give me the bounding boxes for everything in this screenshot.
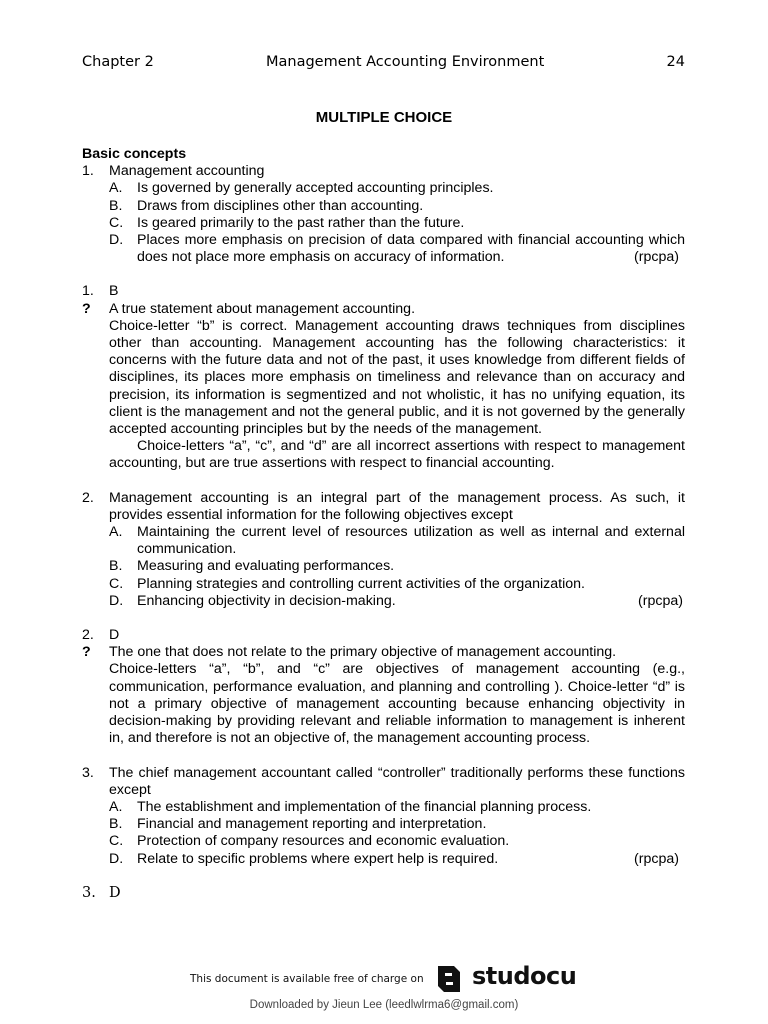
source-tag: (rpcpa) <box>634 850 679 867</box>
explanation-text: Choice-letters “a”, “b”, and “c” are objectives of management accounting (e.g., communication, performance evaluation, and planning and controlling ). Choice-letter “d” is not a primary objective of management accounting because enhancing objectivity in decision-making by providing relevant and reliable information to management is inherent in, and therefore is not an objective of, the management accounting process. <box>109 661 685 747</box>
section-heading: MULTIPLE CHOICE <box>315 109 453 126</box>
option-letter: A. <box>109 798 123 815</box>
answer-2 <box>82 627 685 747</box>
answer-1 <box>82 283 685 472</box>
question-number: 1. <box>82 163 94 180</box>
studocu-banner[interactable] <box>190 960 590 996</box>
option-text: Financial and management reporting and interpretation. <box>137 816 487 833</box>
option-letter: B. <box>109 197 123 214</box>
option-letter: A. <box>109 180 123 197</box>
question-mark-icon: ? <box>82 644 91 661</box>
option-letter: C. <box>109 575 124 592</box>
option-text: Draws from disciplines other than accounting. <box>137 197 424 214</box>
answer-number: 3. <box>82 884 96 901</box>
document-body <box>82 146 685 902</box>
question-1 <box>82 163 685 266</box>
option-letter: D. <box>109 232 124 249</box>
option-letter: D. <box>109 850 124 867</box>
question-stem: Management accounting is an integral part of the management process. As such, it provides essential information for the following objectives except <box>109 489 685 523</box>
question-3 <box>82 765 685 868</box>
option-text: Maintaining the current level of resources utilization as well as internal and external communication. <box>137 524 685 558</box>
restated-question: The one that does not relate to the primary objective of management accounting. <box>109 644 617 661</box>
option-text: Places more emphasis on precision of data compared with financial accounting which does not place more emphasis on accuracy of information. <box>137 232 685 266</box>
option-text: Planning strategies and controlling current activities of the organization. <box>137 575 585 592</box>
option-letter: D. <box>109 592 124 609</box>
option-text: The establishment and implementation of the financial planning process. <box>137 798 592 815</box>
question-2 <box>82 490 685 610</box>
answer-number: 1. <box>82 283 94 300</box>
studocu-logo-icon <box>432 962 466 996</box>
explanation-text: Choice-letter “b” is correct. Management accounting draws techniques from disciplines other than accounting. Management accounting has the following characteristics: it concerns with the future data and not of the past, it uses knowledge from different fields of disciplines, its places more emphasis on timeliness and relevance than on accuracy and precision, its information is segmentized and not wholistic, it has no unifying equation, its client is the management and not the general public, and it is not governed by the generally accepted accounting principles but by the needs of the management. <box>109 317 685 438</box>
answer-3 <box>82 885 685 902</box>
question-stem: Management accounting <box>109 163 265 180</box>
restated-question: A true statement about management accounting. <box>109 300 416 317</box>
question-number: 3. <box>82 764 94 781</box>
option-text: Enhancing objectivity in decision-making. <box>137 592 396 609</box>
download-notice: Downloaded by Jieun Lee (leedlwlrma6@gmail.com) <box>249 999 519 1011</box>
chapter-label: Chapter 2 <box>82 54 154 70</box>
chapter-title: Management Accounting Environment <box>266 54 545 70</box>
question-stem: The chief management accountant called “controller” traditionally performs these functions except <box>109 764 685 798</box>
option-letter: B. <box>109 816 123 833</box>
option-letter: C. <box>109 214 124 231</box>
explanation-text-continued: Choice-letters “a”, “c”, and “d” are all incorrect assertions with respect to management accounting, but are true assertions with respect to financial accounting. <box>109 438 685 472</box>
option-text: Is governed by generally accepted accounting principles. <box>137 180 494 197</box>
studocu-brand: studocu <box>472 962 577 990</box>
explanation-bullet-icon <box>82 318 109 438</box>
option-text: Measuring and evaluating performances. <box>137 558 395 575</box>
answer-letter: D <box>109 884 121 901</box>
page-header <box>82 54 685 72</box>
option-text: Protection of company resources and economic evaluation. <box>137 833 510 850</box>
option-text: Relate to specific problems where expert help is required. <box>137 850 499 867</box>
option-letter: C. <box>109 833 124 850</box>
source-tag: (rpcpa) <box>638 592 683 609</box>
question-number: 2. <box>82 489 94 506</box>
answer-letter: B <box>109 283 119 300</box>
option-letter: A. <box>109 524 123 541</box>
page-number: 24 <box>666 54 685 70</box>
answer-number: 2. <box>82 627 94 644</box>
answer-letter: D <box>109 627 120 644</box>
source-tag: (rpcpa) <box>634 249 679 266</box>
availability-text: This document is available free of charge on <box>190 973 424 985</box>
explanation-bullet-icon <box>82 661 109 747</box>
option-text: Is geared primarily to the past rather than the future. <box>137 214 465 231</box>
option-letter: B. <box>109 558 123 575</box>
question-mark-icon: ? <box>82 300 91 317</box>
subsection-title: Basic concepts <box>82 146 187 162</box>
